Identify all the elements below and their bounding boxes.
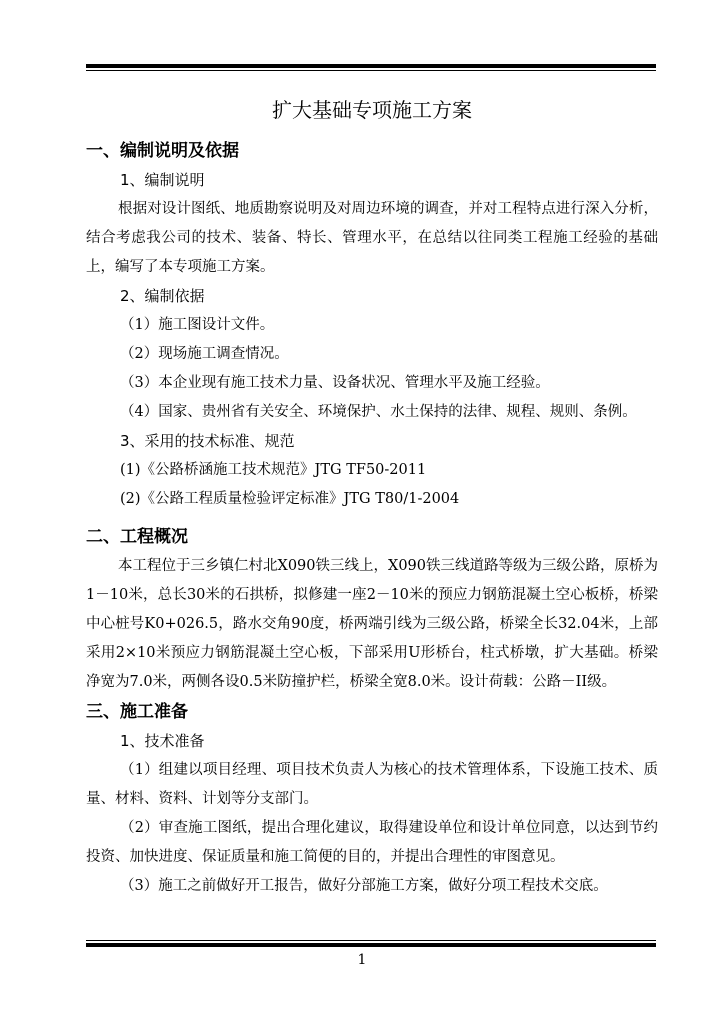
section-2-heading: 二、工程概况 <box>86 527 188 547</box>
section-3-1-heading: 1、技术准备 <box>120 732 205 750</box>
footer-rule-thick <box>86 943 656 947</box>
page-number: 1 <box>357 952 367 968</box>
section-1-heading: 一、编制说明及依据 <box>86 141 239 161</box>
tech-prep-item: （2）审查施工图纸，提出合理化建议，取得建设单位和设计单位同意，以达到节约投资、加快进度、保证质量和施工简便的目的，并提出合理性的审图意见。 <box>86 820 658 865</box>
document-title: 扩大基础专项施工方案 <box>272 98 472 122</box>
tech-prep-item: （1）组建以项目经理、项目技术负责人为核心的技术管理体系，下设施工技术、质量、材料、资料、计划等分支部门。 <box>86 762 658 807</box>
section-1-2-heading: 2、编制依据 <box>120 287 205 305</box>
basis-item: （2）现场施工调查情况。 <box>120 346 289 362</box>
standard-item: (2)《公路工程质量检验评定标准》JTG T80/1-2004 <box>120 491 460 507</box>
footer-rule-thin <box>86 940 656 941</box>
header-rule-thin <box>86 70 656 71</box>
section-1-1-heading: 1、编制说明 <box>120 171 205 189</box>
basis-item: （1）施工图设计文件。 <box>120 317 275 333</box>
basis-item: （3）本企业现有施工技术力量、设备状况、管理水平及施工经验。 <box>120 375 550 391</box>
tech-prep-item: （3）施工之前做好开工报告，做好分部施工方案，做好分项工程技术交底。 <box>120 878 608 894</box>
section-2-paragraph: 本工程位于三乡镇仁村北X090铁三线上，X090铁三线道路等级为三级公路，原桥为1－10米，总长30米的石拱桥，拟修建一座2－10米的预应力钢筋混凝土空心板桥，桥梁中心桩号K0+026.5，路水交角90度，桥两端引线为三级公路，桥梁全长32.04米，上部采用2×10米预应力钢筋混凝土空心板，下部采用U形桥台，柱式桥墩，扩大基础。桥梁净宽为7.0米，两侧各设0.5米防撞护栏，桥梁全宽8.0米。设计荷载：公路－II级。 <box>86 558 658 690</box>
document-body <box>86 80 658 901</box>
section-1-1-paragraph: 根据对设计图纸、地质勘察说明及对周边环境的调查，并对工程特点进行深入分析，结合考虑我公司的技术、装备、特长、管理水平，在总结以往同类工程施工经验的基础上，编写了本专项施工方案。 <box>86 201 658 275</box>
standard-item: (1)《公路桥涵施工技术规范》JTG TF50-2011 <box>120 462 427 478</box>
section-3-heading: 三、施工准备 <box>86 702 188 722</box>
basis-item: （4）国家、贵州省有关安全、环境保护、水土保持的法律、规程、规则、条例。 <box>120 404 637 420</box>
section-1-3-heading: 3、采用的技术标准、规范 <box>120 432 295 450</box>
header-rule-thick <box>86 64 656 68</box>
